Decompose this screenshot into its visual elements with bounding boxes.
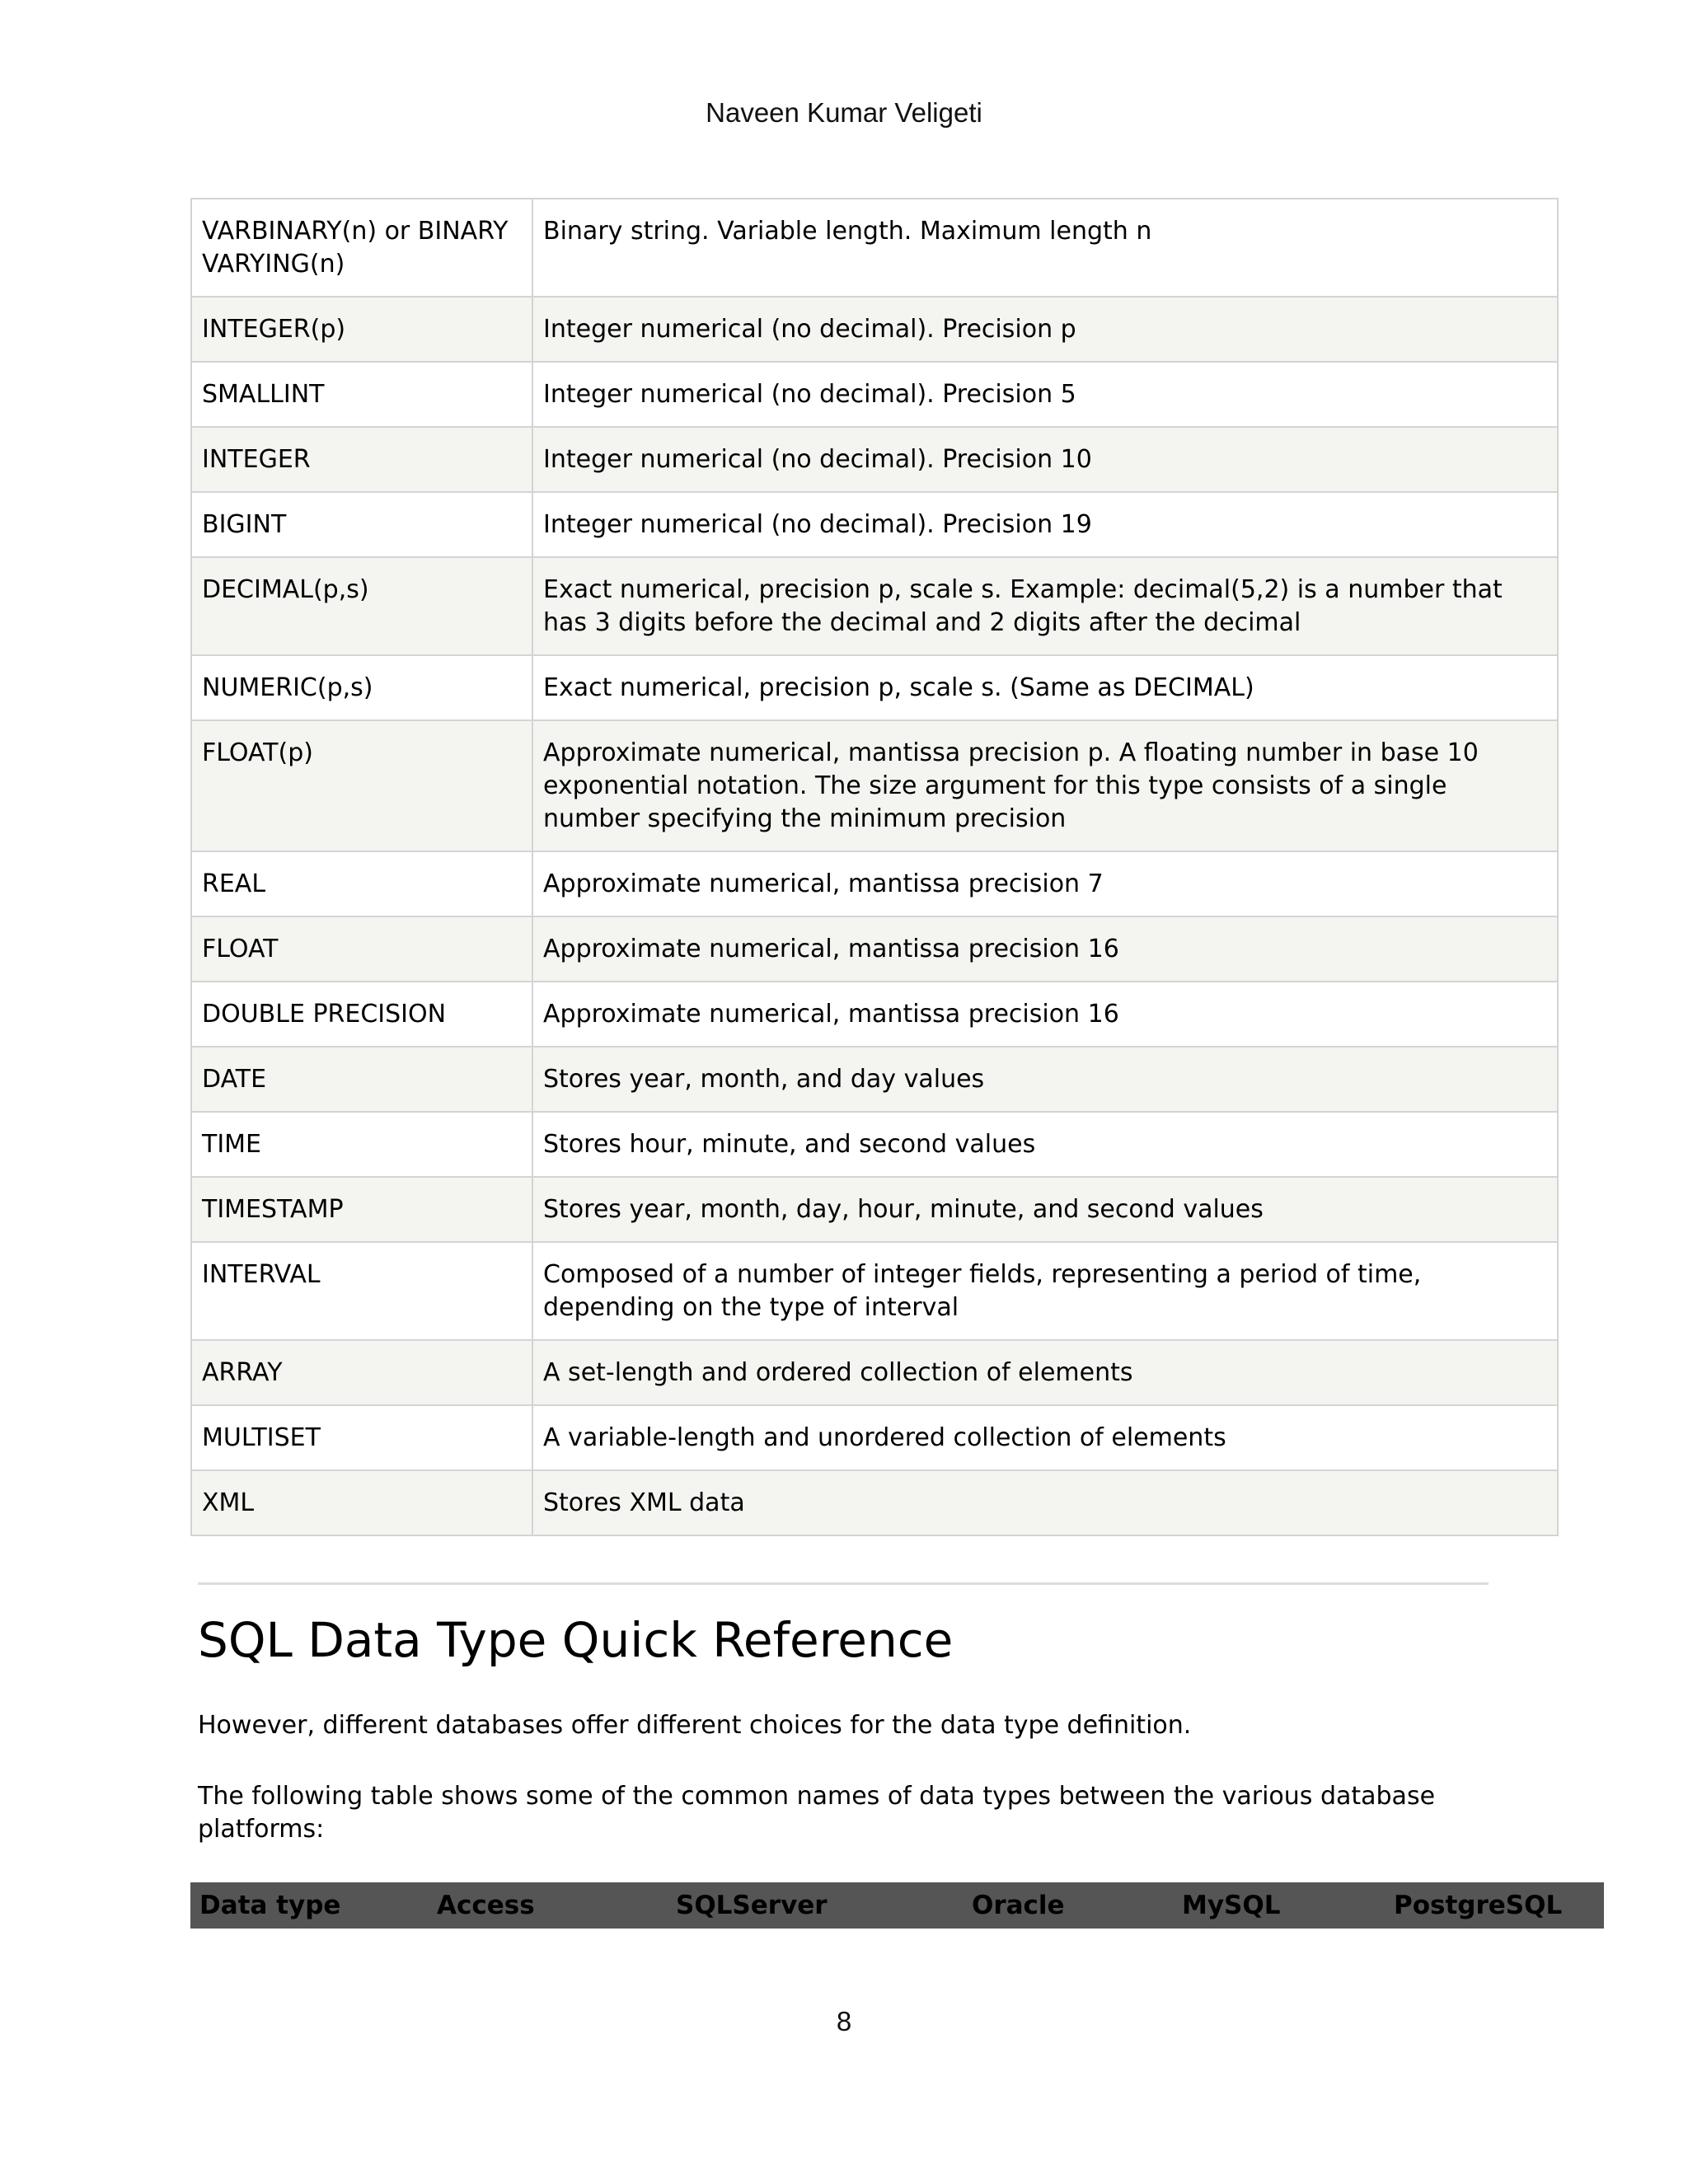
table-row [191, 982, 1558, 1047]
description-cell: Integer numerical (no decimal). Precision p [532, 297, 1558, 362]
description-cell: Binary string. Variable length. Maximum length n [532, 199, 1558, 297]
description-cell: Exact numerical, precision p, scale s. Example: decimal(5,2) is a number that has 3 digits before the decimal and 2 digits after the decimal [532, 557, 1558, 655]
page-header-author: Naveen Kumar Veligeti [706, 97, 982, 128]
description-cell: Stores hour, minute, and second values [532, 1112, 1558, 1177]
column-header-oracle: Oracle [972, 1891, 1065, 1920]
data-type-cell: TIME [191, 1112, 532, 1177]
table-row [191, 1112, 1558, 1177]
page-number: 8 [836, 2006, 852, 2036]
table-row [191, 1177, 1558, 1242]
table-row [191, 655, 1558, 720]
intro-paragraph: However, different databases offer different choices for the data type definition. [198, 1711, 1192, 1740]
data-type-cell: XML [191, 1470, 532, 1535]
table-row [191, 1470, 1558, 1535]
data-type-cell: MULTISET [191, 1405, 532, 1470]
description-cell: Exact numerical, precision p, scale s. (Same as DECIMAL) [532, 655, 1558, 720]
column-header-access: Access [437, 1891, 535, 1920]
data-type-cell: INTERVAL [191, 1242, 532, 1340]
description-cell: Approximate numerical, mantissa precision 7 [532, 851, 1558, 916]
column-header-mysql: MySQL [1182, 1891, 1281, 1920]
description-cell: Stores XML data [532, 1470, 1558, 1535]
data-type-cell: TIMESTAMP [191, 1177, 532, 1242]
data-type-cell: FLOAT(p) [191, 720, 532, 851]
description-cell: A variable-length and unordered collection of elements [532, 1405, 1558, 1470]
data-type-cell: DOUBLE PRECISION [191, 982, 532, 1047]
description-cell: Approximate numerical, mantissa precision 16 [532, 916, 1558, 982]
table-row [191, 1242, 1558, 1340]
data-type-cell: VARBINARY(n) or BINARY VARYING(n) [191, 199, 532, 297]
description-cell: Integer numerical (no decimal). Precision 5 [532, 362, 1558, 427]
table-intro-paragraph: The following table shows some of the common names of data types between the various database platforms: [198, 1782, 1436, 1844]
table-row [191, 297, 1558, 362]
data-type-cell: FLOAT [191, 916, 532, 982]
table-row [191, 557, 1558, 655]
description-cell: A set-length and ordered collection of elements [532, 1340, 1558, 1405]
data-type-cell: NUMERIC(p,s) [191, 655, 532, 720]
description-cell: Approximate numerical, mantissa precision p. A floating number in base 10 exponential notation. The size argument for this type consists of a single number specifying the minimum precision [532, 720, 1558, 851]
table-row [191, 1047, 1558, 1112]
section-title: SQL Data Type Quick Reference [198, 1612, 954, 1668]
description-cell: Integer numerical (no decimal). Precision 10 [532, 427, 1558, 492]
table-row [191, 362, 1558, 427]
comparison-table-header [190, 1882, 1604, 1929]
data-type-cell: BIGINT [191, 492, 532, 557]
data-types-table [190, 198, 1559, 1536]
description-cell: Composed of a number of integer fields, representing a period of time, depending on the type of interval [532, 1242, 1558, 1340]
table-row [191, 492, 1558, 557]
table-row [191, 720, 1558, 851]
data-type-cell: INTEGER(p) [191, 297, 532, 362]
table-row [191, 1405, 1558, 1470]
data-type-cell: DATE [191, 1047, 532, 1112]
table-row [191, 1340, 1558, 1405]
data-type-cell: SMALLINT [191, 362, 532, 427]
description-cell: Stores year, month, day, hour, minute, and second values [532, 1177, 1558, 1242]
data-type-cell: DECIMAL(p,s) [191, 557, 532, 655]
description-cell: Integer numerical (no decimal). Precision 19 [532, 492, 1558, 557]
column-header-data-type: Data type [199, 1891, 341, 1920]
column-header-postgresql: PostgreSQL [1394, 1891, 1563, 1920]
description-cell: Approximate numerical, mantissa precision 16 [532, 982, 1558, 1047]
column-header-sqlserver: SQLServer [676, 1891, 828, 1920]
table-row [191, 427, 1558, 492]
section-divider [198, 1582, 1489, 1585]
description-cell: Stores year, month, and day values [532, 1047, 1558, 1112]
data-type-cell: INTEGER [191, 427, 532, 492]
table-row [191, 916, 1558, 982]
table-row [191, 199, 1558, 297]
table-row [191, 851, 1558, 916]
data-type-cell: ARRAY [191, 1340, 532, 1405]
data-type-cell: REAL [191, 851, 532, 916]
